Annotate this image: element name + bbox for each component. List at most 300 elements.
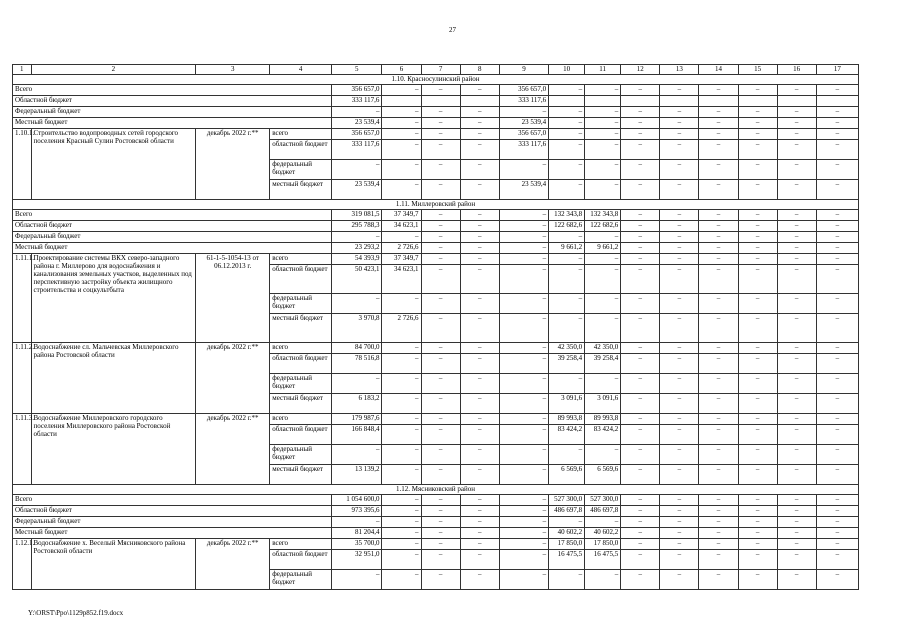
- amount-cell: –: [699, 107, 738, 118]
- amount-cell: –: [660, 517, 699, 528]
- amount-cell: –: [421, 343, 460, 354]
- item-deadline: декабрь 2022 г.**: [196, 414, 270, 485]
- amount-cell: –: [332, 294, 382, 314]
- amount-cell: –: [738, 445, 777, 465]
- amount-cell: –: [499, 495, 548, 506]
- amount-cell: –: [738, 107, 777, 118]
- amount-cell: –: [621, 221, 660, 232]
- amount-cell: –: [816, 254, 858, 265]
- amount-cell: –: [621, 394, 660, 414]
- amount-cell: –: [421, 254, 460, 265]
- amount-cell: –: [738, 85, 777, 96]
- amount-cell: –: [332, 160, 382, 180]
- item-budget-row: [13, 414, 859, 425]
- item-number: 1.11.2.: [13, 343, 32, 414]
- amount-cell: –: [421, 221, 460, 232]
- amount-cell: –: [499, 254, 548, 265]
- amount-cell: –: [621, 528, 660, 539]
- amount-cell: –: [499, 243, 548, 254]
- section-total-row: [13, 495, 859, 506]
- amount-cell: 40 602,2: [585, 528, 621, 539]
- amount-cell: –: [549, 85, 585, 96]
- total-label: Всего: [13, 210, 332, 221]
- item-budget-row: [13, 254, 859, 265]
- amount-cell: 333 117,6: [499, 96, 548, 107]
- amount-cell: [660, 96, 699, 107]
- amount-cell: –: [621, 160, 660, 180]
- column-number: 14: [699, 65, 738, 75]
- amount-cell: –: [738, 210, 777, 221]
- section-title: 1.11. Миллеровский район: [13, 200, 859, 210]
- amount-cell: –: [816, 495, 858, 506]
- amount-cell: –: [549, 374, 585, 394]
- amount-cell: –: [549, 129, 585, 140]
- item-deadline: декабрь 2022 г.**: [196, 129, 270, 200]
- amount-cell: 6 569,6: [585, 465, 621, 485]
- column-number: 15: [738, 65, 777, 75]
- amount-cell: [738, 96, 777, 107]
- amount-cell: –: [660, 180, 699, 200]
- amount-cell: –: [460, 506, 499, 517]
- amount-cell: –: [660, 140, 699, 160]
- amount-cell: –: [460, 354, 499, 374]
- amount-cell: –: [499, 425, 548, 445]
- amount-cell: 2 726,6: [382, 243, 421, 254]
- budget-type-label: всего: [270, 343, 332, 354]
- section-header-row: [13, 485, 859, 495]
- budget-type-label: областной бюджет: [270, 425, 332, 445]
- amount-cell: –: [499, 221, 548, 232]
- amount-cell: 527 300,0: [549, 495, 585, 506]
- amount-cell: –: [699, 265, 738, 294]
- column-number: 2: [31, 65, 196, 75]
- amount-cell: –: [777, 140, 816, 160]
- amount-cell: –: [699, 221, 738, 232]
- amount-cell: –: [816, 232, 858, 243]
- item-deadline: декабрь 2022 г.**: [196, 343, 270, 414]
- budget-type-label: местный бюджет: [270, 394, 332, 414]
- amount-cell: –: [777, 243, 816, 254]
- amount-cell: –: [621, 129, 660, 140]
- amount-cell: –: [499, 265, 548, 294]
- amount-cell: –: [816, 506, 858, 517]
- amount-cell: [585, 96, 621, 107]
- amount-cell: 17 850,0: [549, 539, 585, 550]
- column-number-row: [13, 65, 859, 75]
- amount-cell: [699, 96, 738, 107]
- amount-cell: –: [816, 539, 858, 550]
- budget-type-label: федеральный бюджет: [270, 445, 332, 465]
- amount-cell: –: [421, 495, 460, 506]
- amount-cell: 132 343,8: [585, 210, 621, 221]
- amount-cell: –: [699, 550, 738, 570]
- amount-cell: –: [585, 107, 621, 118]
- amount-cell: –: [738, 414, 777, 425]
- amount-cell: 34 623,1: [382, 221, 421, 232]
- amount-cell: –: [660, 425, 699, 445]
- amount-cell: –: [585, 85, 621, 96]
- amount-cell: 356 657,0: [499, 85, 548, 96]
- amount-cell: –: [549, 517, 585, 528]
- amount-cell: –: [816, 414, 858, 425]
- column-number: 13: [660, 65, 699, 75]
- amount-cell: 37 349,7: [382, 210, 421, 221]
- amount-cell: –: [421, 294, 460, 314]
- budget-type-label: федеральный бюджет: [270, 374, 332, 394]
- budget-type-label: областной бюджет: [270, 265, 332, 294]
- amount-cell: –: [585, 517, 621, 528]
- amount-cell: –: [421, 445, 460, 465]
- amount-cell: –: [699, 210, 738, 221]
- amount-cell: 89 993,8: [585, 414, 621, 425]
- amount-cell: –: [660, 445, 699, 465]
- section-total-row: [13, 528, 859, 539]
- amount-cell: –: [816, 343, 858, 354]
- amount-cell: [382, 96, 421, 107]
- amount-cell: –: [332, 107, 382, 118]
- amount-cell: –: [585, 180, 621, 200]
- amount-cell: –: [777, 517, 816, 528]
- amount-cell: –: [660, 314, 699, 343]
- amount-cell: –: [549, 140, 585, 160]
- amount-cell: –: [382, 294, 421, 314]
- amount-cell: –: [621, 517, 660, 528]
- amount-cell: –: [777, 294, 816, 314]
- amount-cell: 1 054 600,0: [332, 495, 382, 506]
- amount-cell: –: [660, 550, 699, 570]
- column-number: 12: [621, 65, 660, 75]
- amount-cell: –: [421, 539, 460, 550]
- amount-cell: –: [382, 180, 421, 200]
- amount-cell: –: [621, 314, 660, 343]
- amount-cell: –: [421, 160, 460, 180]
- amount-cell: –: [585, 570, 621, 590]
- amount-cell: –: [382, 118, 421, 129]
- footer-file-path: Y:\ORST\Ppo\1129p852.f19.docx: [28, 609, 124, 617]
- amount-cell: 3 091,6: [549, 394, 585, 414]
- amount-cell: –: [699, 394, 738, 414]
- amount-cell: –: [332, 445, 382, 465]
- amount-cell: –: [382, 232, 421, 243]
- amount-cell: –: [738, 265, 777, 294]
- amount-cell: –: [816, 314, 858, 343]
- amount-cell: –: [460, 140, 499, 160]
- amount-cell: –: [460, 550, 499, 570]
- amount-cell: –: [621, 107, 660, 118]
- amount-cell: –: [777, 210, 816, 221]
- item-name: Водоснабжение х. Веселый Мясниковского района Ростовской области: [31, 539, 196, 590]
- amount-cell: –: [660, 243, 699, 254]
- column-number: 8: [460, 65, 499, 75]
- amount-cell: –: [816, 517, 858, 528]
- amount-cell: –: [382, 445, 421, 465]
- amount-cell: 17 850,0: [585, 539, 621, 550]
- item-number: 1.12.1.: [13, 539, 32, 590]
- item-name: Водоснабжение Миллеровского городского поселения Миллеровского района Ростовской области: [31, 414, 196, 485]
- amount-cell: –: [738, 314, 777, 343]
- section-total-row: [13, 96, 859, 107]
- amount-cell: –: [621, 85, 660, 96]
- amount-cell: –: [738, 343, 777, 354]
- amount-cell: –: [660, 394, 699, 414]
- amount-cell: –: [738, 539, 777, 550]
- amount-cell: –: [699, 506, 738, 517]
- amount-cell: –: [816, 528, 858, 539]
- amount-cell: –: [621, 465, 660, 485]
- amount-cell: –: [585, 118, 621, 129]
- amount-cell: –: [660, 465, 699, 485]
- amount-cell: 9 661,2: [549, 243, 585, 254]
- amount-cell: 54 393,9: [332, 254, 382, 265]
- amount-cell: –: [660, 221, 699, 232]
- amount-cell: –: [621, 210, 660, 221]
- amount-cell: –: [738, 570, 777, 590]
- amount-cell: –: [460, 294, 499, 314]
- amount-cell: –: [382, 465, 421, 485]
- amount-cell: –: [549, 160, 585, 180]
- amount-cell: 42 350,0: [549, 343, 585, 354]
- amount-cell: –: [699, 160, 738, 180]
- amount-cell: –: [499, 294, 548, 314]
- amount-cell: –: [382, 343, 421, 354]
- amount-cell: –: [421, 394, 460, 414]
- amount-cell: 3 970,8: [332, 314, 382, 343]
- amount-cell: 81 204,4: [332, 528, 382, 539]
- amount-cell: –: [660, 265, 699, 294]
- amount-cell: 23 293,2: [332, 243, 382, 254]
- amount-cell: –: [660, 294, 699, 314]
- amount-cell: –: [460, 243, 499, 254]
- item-budget-row: [13, 539, 859, 550]
- amount-cell: 23 539,4: [332, 180, 382, 200]
- amount-cell: –: [777, 343, 816, 354]
- amount-cell: –: [738, 465, 777, 485]
- amount-cell: –: [777, 570, 816, 590]
- amount-cell: –: [499, 517, 548, 528]
- amount-cell: 39 258,4: [549, 354, 585, 374]
- column-number: 5: [332, 65, 382, 75]
- amount-cell: –: [660, 118, 699, 129]
- amount-cell: –: [816, 129, 858, 140]
- amount-cell: –: [460, 528, 499, 539]
- item-budget-row: [13, 343, 859, 354]
- amount-cell: 973 395,6: [332, 506, 382, 517]
- amount-cell: –: [738, 160, 777, 180]
- amount-cell: –: [816, 374, 858, 394]
- amount-cell: –: [421, 314, 460, 343]
- budget-type-label: местный бюджет: [270, 180, 332, 200]
- amount-cell: –: [660, 160, 699, 180]
- item-number: 1.10.1.: [13, 129, 32, 200]
- amount-cell: [549, 96, 585, 107]
- amount-cell: –: [585, 140, 621, 160]
- amount-cell: –: [499, 539, 548, 550]
- amount-cell: –: [585, 265, 621, 294]
- amount-cell: –: [460, 570, 499, 590]
- amount-cell: –: [699, 425, 738, 445]
- section-total-row: [13, 118, 859, 129]
- budget-type-label: местный бюджет: [270, 314, 332, 343]
- amount-cell: –: [421, 85, 460, 96]
- amount-cell: 356 657,0: [332, 85, 382, 96]
- amount-cell: –: [777, 314, 816, 343]
- amount-cell: –: [421, 354, 460, 374]
- column-number: 6: [382, 65, 421, 75]
- amount-cell: –: [738, 243, 777, 254]
- amount-cell: –: [499, 107, 548, 118]
- amount-cell: –: [816, 445, 858, 465]
- amount-cell: –: [382, 528, 421, 539]
- amount-cell: –: [816, 85, 858, 96]
- amount-cell: –: [699, 374, 738, 394]
- amount-cell: –: [382, 354, 421, 374]
- total-label: Местный бюджет: [13, 243, 332, 254]
- amount-cell: –: [777, 495, 816, 506]
- amount-cell: –: [660, 539, 699, 550]
- amount-cell: –: [816, 160, 858, 180]
- amount-cell: –: [382, 140, 421, 160]
- amount-cell: –: [499, 354, 548, 374]
- amount-cell: –: [585, 160, 621, 180]
- amount-cell: –: [382, 495, 421, 506]
- amount-cell: –: [621, 294, 660, 314]
- amount-cell: –: [585, 314, 621, 343]
- column-number: 9: [499, 65, 548, 75]
- amount-cell: –: [382, 414, 421, 425]
- amount-cell: 34 623,1: [382, 265, 421, 294]
- amount-cell: –: [332, 232, 382, 243]
- section-title: 1.12. Мясниковский район: [13, 485, 859, 495]
- amount-cell: –: [621, 254, 660, 265]
- amount-cell: –: [421, 232, 460, 243]
- amount-cell: –: [621, 539, 660, 550]
- budget-type-label: федеральный бюджет: [270, 570, 332, 590]
- amount-cell: –: [816, 294, 858, 314]
- amount-cell: –: [816, 394, 858, 414]
- amount-cell: –: [777, 354, 816, 374]
- amount-cell: –: [777, 129, 816, 140]
- amount-cell: –: [421, 528, 460, 539]
- amount-cell: –: [460, 374, 499, 394]
- amount-cell: –: [660, 495, 699, 506]
- amount-cell: –: [499, 374, 548, 394]
- budget-type-label: областной бюджет: [270, 550, 332, 570]
- amount-cell: –: [585, 445, 621, 465]
- amount-cell: –: [621, 445, 660, 465]
- amount-cell: –: [499, 550, 548, 570]
- total-label: Областной бюджет: [13, 221, 332, 232]
- amount-cell: –: [621, 374, 660, 394]
- amount-cell: –: [460, 221, 499, 232]
- amount-cell: –: [777, 374, 816, 394]
- amount-cell: –: [660, 232, 699, 243]
- amount-cell: 2 726,6: [382, 314, 421, 343]
- amount-cell: –: [777, 539, 816, 550]
- amount-cell: –: [585, 129, 621, 140]
- amount-cell: –: [777, 118, 816, 129]
- amount-cell: –: [777, 550, 816, 570]
- budget-type-label: всего: [270, 129, 332, 140]
- amount-cell: –: [738, 374, 777, 394]
- amount-cell: 3 091,6: [585, 394, 621, 414]
- amount-cell: –: [621, 140, 660, 160]
- column-number: 3: [196, 65, 270, 75]
- total-label: Всего: [13, 85, 332, 96]
- amount-cell: 83 424,2: [585, 425, 621, 445]
- amount-cell: –: [499, 232, 548, 243]
- amount-cell: –: [382, 517, 421, 528]
- total-label: Всего: [13, 495, 332, 506]
- item-number: 1.11.3.: [13, 414, 32, 485]
- total-label: Местный бюджет: [13, 118, 332, 129]
- amount-cell: –: [816, 570, 858, 590]
- amount-cell: –: [699, 129, 738, 140]
- total-label: Федеральный бюджет: [13, 107, 332, 118]
- section-total-row: [13, 243, 859, 254]
- budget-type-label: всего: [270, 254, 332, 265]
- amount-cell: –: [585, 374, 621, 394]
- amount-cell: –: [585, 294, 621, 314]
- amount-cell: –: [738, 140, 777, 160]
- amount-cell: –: [816, 354, 858, 374]
- amount-cell: 166 848,4: [332, 425, 382, 445]
- section-total-row: [13, 107, 859, 118]
- amount-cell: –: [660, 107, 699, 118]
- amount-cell: –: [421, 107, 460, 118]
- amount-cell: –: [499, 314, 548, 343]
- amount-cell: –: [382, 394, 421, 414]
- column-number: 1: [13, 65, 32, 75]
- amount-cell: –: [660, 85, 699, 96]
- amount-cell: –: [421, 517, 460, 528]
- amount-cell: –: [738, 118, 777, 129]
- budget-type-label: федеральный бюджет: [270, 294, 332, 314]
- item-deadline: 61-1-5-1054-13 от 06.12.2013 г.: [196, 254, 270, 343]
- amount-cell: –: [460, 85, 499, 96]
- column-number: 4: [270, 65, 332, 75]
- column-number: 10: [549, 65, 585, 75]
- amount-cell: –: [421, 374, 460, 394]
- amount-cell: 486 697,8: [585, 506, 621, 517]
- amount-cell: –: [738, 180, 777, 200]
- amount-cell: –: [699, 140, 738, 160]
- section-total-row: [13, 221, 859, 232]
- total-label: Федеральный бюджет: [13, 232, 332, 243]
- column-number: 16: [777, 65, 816, 75]
- amount-cell: –: [549, 180, 585, 200]
- amount-cell: –: [777, 465, 816, 485]
- amount-cell: –: [738, 254, 777, 265]
- amount-cell: 42 350,0: [585, 343, 621, 354]
- amount-cell: –: [660, 374, 699, 394]
- total-label: Местный бюджет: [13, 528, 332, 539]
- amount-cell: –: [777, 425, 816, 445]
- amount-cell: –: [549, 445, 585, 465]
- amount-cell: 486 697,8: [549, 506, 585, 517]
- amount-cell: 89 993,8: [549, 414, 585, 425]
- amount-cell: –: [699, 314, 738, 343]
- amount-cell: 23 539,4: [499, 118, 548, 129]
- amount-cell: –: [777, 221, 816, 232]
- amount-cell: –: [460, 495, 499, 506]
- amount-cell: –: [660, 414, 699, 425]
- amount-cell: –: [382, 539, 421, 550]
- amount-cell: –: [549, 254, 585, 265]
- amount-cell: –: [382, 129, 421, 140]
- amount-cell: –: [777, 414, 816, 425]
- budget-type-label: областной бюджет: [270, 354, 332, 374]
- amount-cell: –: [621, 180, 660, 200]
